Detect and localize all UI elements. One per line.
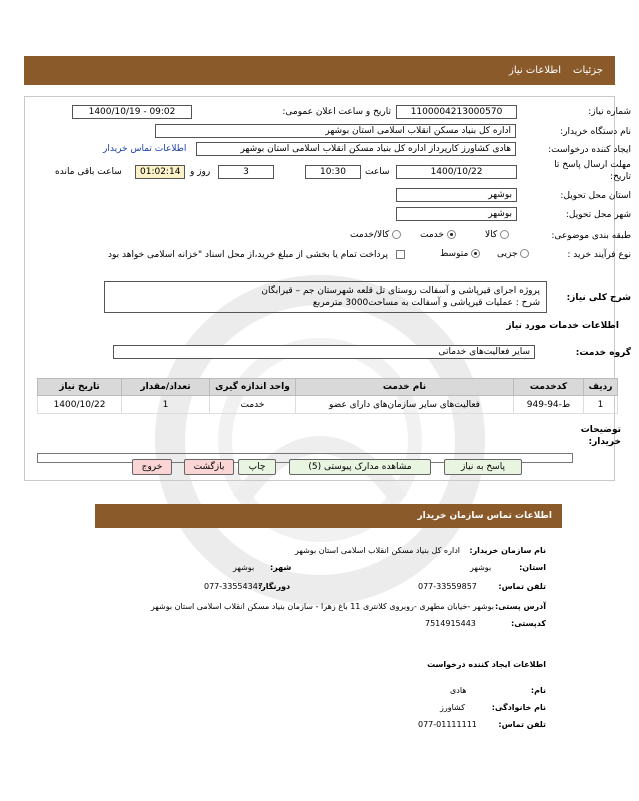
contact-org-value: اداره کل بنیاد مسکن انقلاب اسلامی استان بوشهر: [295, 546, 460, 555]
contact-province-value: بوشهر: [470, 563, 492, 572]
category-both-label: کالا/خدمت: [350, 230, 390, 240]
category-goods-radio[interactable]: [500, 230, 509, 239]
province-label: استان محل تحویل:: [560, 191, 631, 201]
city-label: شهر محل تحویل:: [565, 210, 631, 220]
reply-button[interactable]: پاسخ به نیاز: [444, 459, 522, 475]
announce-label: تاریخ و ساعت اعلان عمومی:: [282, 107, 391, 117]
city-field: بوشهر: [396, 207, 517, 221]
col-code-header: کدخدمت: [514, 379, 584, 396]
summary-label: شرح کلی نیاز:: [566, 293, 631, 303]
process-medium-label: متوسط: [440, 249, 469, 259]
contact-section-title: اطلاعات تماس سازمان خریدار: [95, 504, 562, 528]
category-both-radio[interactable]: [392, 230, 401, 239]
need-number-field: 1100004213000570: [396, 105, 517, 119]
contact-city-value: بوشهر: [233, 563, 255, 572]
contact-address-label: آدرس پستی:: [495, 602, 546, 611]
summary-line-2: شرح : عملیات قیرپاشی و آسفالت به مساحت3000 مترمربع: [312, 298, 540, 308]
deadline-time-label: ساعت: [365, 167, 390, 177]
print-button[interactable]: چاپ: [238, 459, 276, 475]
day-label: روز و: [190, 167, 211, 177]
creator-phone-value: 077-01111111: [418, 720, 477, 729]
remaining-time-field: 01:02:14: [135, 165, 185, 179]
remaining-label: ساعت باقی مانده: [55, 167, 122, 177]
contact-postal-value: 7514915443: [425, 619, 476, 628]
col-date-header: تاریخ نیاز: [38, 379, 122, 396]
announce-field: 1400/10/19 - 09:02: [72, 105, 192, 119]
requester-field: هادی کشاورز کارپرداز اداره کل بنیاد مسکن انقلاب اسلامی استان بوشهر: [196, 142, 516, 156]
deadline-label: مهلت ارسال پاسخ تا تاریخ:: [554, 160, 631, 182]
contact-phone-label: تلفن تماس:: [498, 582, 546, 591]
deadline-date-field: 1400/10/22: [396, 165, 517, 179]
row-code: ط-94-949: [514, 396, 584, 414]
attachments-button[interactable]: مشاهده مدارک پیوستی (5): [289, 459, 431, 475]
row-date: 1400/10/22: [38, 396, 122, 414]
creator-name-value: هادی: [450, 686, 467, 695]
need-info-tab[interactable]: اطلاعات نیاز: [509, 65, 562, 76]
process-medium-radio[interactable]: [471, 249, 480, 258]
payment-checkbox[interactable]: [396, 250, 405, 259]
payment-note: پرداخت تمام یا بخشی از مبلغ خرید،از محل اسناد "خزانه اسلامی خواهد بود: [107, 250, 388, 260]
creator-phone-label: تلفن تماس:: [498, 720, 546, 729]
col-name-header: نام خدمت: [296, 379, 514, 396]
category-service-radio[interactable]: [447, 230, 456, 239]
process-minor-label: جزیی: [497, 249, 518, 259]
table-header-row: [38, 379, 618, 396]
row-service-name: فعالیت‌های سایر سازمان‌های دارای عضو: [296, 396, 514, 414]
requester-label: ایجاد کننده درخواست:: [548, 145, 631, 155]
row-number: 1: [584, 396, 618, 414]
services-table: [37, 378, 618, 414]
province-field: بوشهر: [396, 188, 517, 202]
buyer-notes-label: توضیحات خریدار:: [580, 425, 621, 447]
day-count-field: 3: [218, 165, 274, 179]
contact-province-label: استان:: [519, 563, 546, 572]
category-service-label: خدمت: [420, 230, 444, 240]
creator-section-title: اطلاعات ایجاد کننده درخواست: [427, 660, 546, 669]
contact-phone-value: 077-33559857: [418, 582, 477, 591]
contact-fax-label: دورنگار:: [258, 582, 291, 591]
row-unit: خدمت: [210, 396, 296, 414]
contact-city-label: شهر:: [270, 563, 292, 572]
contact-fax-value: 077-33554347: [204, 582, 263, 591]
back-button[interactable]: بازگشت: [184, 459, 234, 475]
creator-family-value: کشاورز: [440, 703, 465, 712]
top-bar: [24, 56, 615, 85]
service-group-field: سایر فعالیت‌های خدماتی: [113, 345, 535, 359]
category-label: طبقه بندی موضوعی:: [551, 231, 631, 241]
col-unit-header: واحد اندازه گیری: [210, 379, 296, 396]
col-qty-header: تعداد/مقدار: [122, 379, 210, 396]
need-number-label: شماره نیاز:: [588, 107, 631, 117]
contact-address-value: بوشهر -خیابان مطهری -روبروی کلانتری 11 باغ زهرا - سازمان بنیاد مسکن انقلاب اسلامی استان بوشهر: [150, 602, 494, 611]
service-group-label: گروه خدمت:: [575, 348, 631, 358]
category-goods-label: کالا: [485, 230, 498, 240]
details-tab[interactable]: جزئیات: [573, 65, 603, 76]
summary-line-1: پروژه اجرای قیرپاشی و آسفالت روستای تل قلعه شهرستان جم – قیرابگان: [261, 286, 540, 296]
buyer-org-field: اداره کل بنیاد مسکن انقلاب اسلامی استان بوشهر: [155, 124, 516, 138]
col-row-header: ردیف: [584, 379, 618, 396]
summary-box: [104, 281, 547, 313]
process-label: نوع فرآیند خرید :: [567, 250, 631, 260]
buyer-contact-link[interactable]: اطلاعات تماس خریدار: [103, 144, 187, 154]
creator-family-label: نام خانوادگی:: [491, 703, 546, 712]
contact-postal-label: کدپستی:: [511, 619, 546, 628]
deadline-time-field: 10:30: [305, 165, 361, 179]
services-title: اطلاعات خدمات مورد نیاز: [506, 321, 619, 331]
process-minor-radio[interactable]: [520, 249, 529, 258]
creator-name-label: نام:: [530, 686, 546, 695]
table-row: [38, 396, 618, 414]
buyer-org-label: نام دستگاه خریدار:: [560, 127, 631, 137]
exit-button[interactable]: خروج: [132, 459, 172, 475]
contact-org-label: نام سازمان خریدار:: [469, 546, 546, 555]
row-qty: 1: [122, 396, 210, 414]
